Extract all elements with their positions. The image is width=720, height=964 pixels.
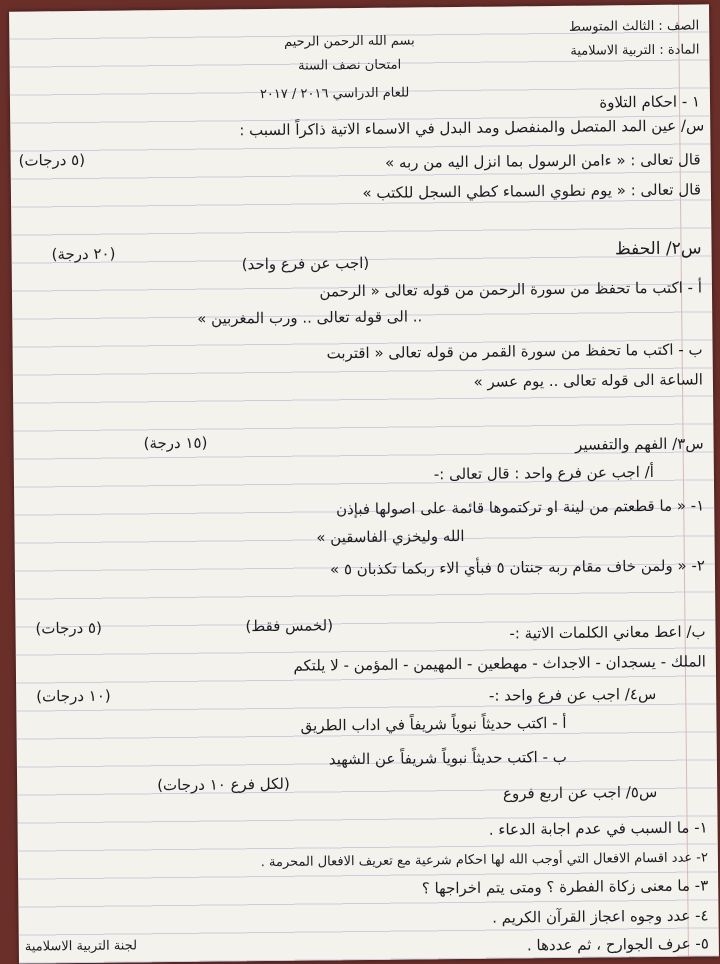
- academic-year: للعام الدراسي ٢٠١٦ / ٢٠١٧: [259, 85, 410, 103]
- q2-a-line1: أ - اكتب ما تحفظ من سورة الرحمن من قوله تعالى « الرحمن: [319, 278, 703, 301]
- committee-signature: لجنة التربية الاسلامية: [24, 938, 138, 955]
- grade-label: الصف : الثالث المتوسط: [568, 18, 700, 35]
- q3-words: الملك - يسجدان - الاجداث - مهطعين - المهيمن - المؤمن - لا يلتكم: [293, 652, 706, 675]
- q5-item-3: ٣- ما معنى زكاة الفطرة ؟ ومتى يتم اخراجها ؟: [421, 876, 709, 898]
- q2-a-line2: .. الى قوله تعالى .. ورب المغربين »: [197, 307, 423, 328]
- q4-a: أ - اكتب حديثاً نبوياً شريفاً في اداب الطريق: [300, 713, 567, 735]
- q2-b-line2: الساعة الى قوله تعالى .. يوم عسر »: [473, 370, 704, 391]
- q5-item-2: ٢- عدد اقسام الافعال التي أوجب الله لها احكام شرعية مع تعريف الافعال المحرمة .: [260, 850, 709, 871]
- q5-marks: (لكل فرع ١٠ درجات): [157, 774, 290, 795]
- subject-label: المادة : التربية الاسلامية: [570, 42, 700, 59]
- q5-title: س٥/ اجب عن اربع فروع: [502, 782, 658, 803]
- basmala: بسم الله الرحمن الرحيم: [283, 33, 415, 50]
- exam-paper: [9, 4, 719, 963]
- q1-instruction: س/ عين المد المتصل والمنفصل ومد البدل في الاسماء الاتية ذاكراً السبب :: [239, 116, 705, 140]
- q3-item2: ٢- « ولمن خاف مقام ربه جنتان ٥ فبأي الاء ربكما تكذبان ٥ »: [329, 556, 705, 579]
- q3-part-b-note: (لخمس فقط): [245, 616, 334, 636]
- q5-item-5: ٥- عرف الجوارح ، ثم عددها .: [526, 934, 709, 955]
- q1-title: ١ - احكام التلاوة: [599, 92, 701, 112]
- q2-title: س٢/ الحفظ: [614, 238, 702, 260]
- q1-verse-2: قال تعالى : « يوم نطوي السماء كطي السجل للكتب »: [362, 180, 702, 203]
- q3-title: س٣/ الفهم والتفسير: [575, 434, 704, 454]
- q2-choice: (اجب عن فرع واحد): [241, 253, 370, 274]
- q3-item1-line1: ١- « ما قطعتم من لينة او تركتموها قائمة على اصولها فبإذن: [335, 496, 705, 519]
- q4-title: س٤/ اجب عن فرع واحد :-: [488, 684, 657, 705]
- q3-part-a: أ/ اجب عن فرع واحد : قال تعالى :-: [433, 462, 654, 484]
- q1-marks: (٥ درجات): [18, 150, 86, 170]
- exam-title: امتحان نصف السنة: [297, 57, 402, 74]
- margin-line: [678, 5, 689, 957]
- q4-b: ب - اكتب حديثاً نبوياً شريفاً عن الشهيد: [328, 747, 567, 769]
- q3-part-b-marks: (٥ درجات): [35, 618, 103, 638]
- q4-marks: (١٠ درجات): [36, 686, 111, 706]
- q3-marks: (١٥ درجة): [143, 433, 208, 453]
- q1-verse-1: قال تعالى : « ءامن الرسول بما انزل اليه من ربه »: [384, 150, 701, 172]
- q2-marks: (٢٠ درجة): [51, 244, 116, 264]
- q5-item-1: ١- ما السبب في عدم اجابة الدعاء .: [488, 818, 708, 839]
- q5-item-4: ٤- عدد وجوه اعجاز القرآن الكريم .: [492, 906, 709, 927]
- q2-b-line1: ب - اكتب ما تحفظ من سورة القمر من قوله تعالى « اقتربت: [326, 340, 703, 363]
- q3-part-b-title: ب/ اعط معاني الكلمات الاتية :-: [509, 622, 706, 643]
- q3-item1-line2: الله وليخزي الفاسقين »: [316, 526, 465, 547]
